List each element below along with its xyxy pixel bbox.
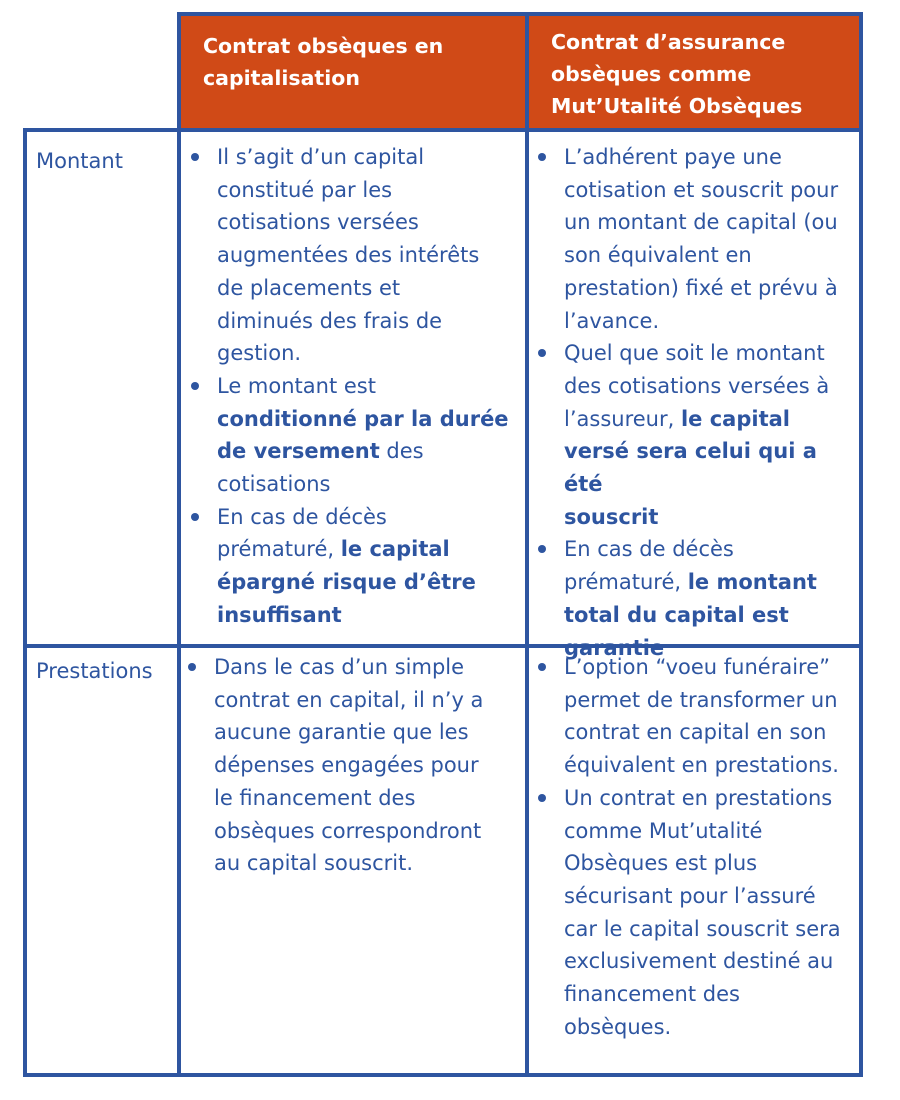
list-item: Un contrat en prestations comme Mut’utalité Obsèques est plus sécurisant pour l’assuré car le capital souscrit sera exclusivement destiné au financement des obsèques. <box>532 782 862 1044</box>
bullet-icon <box>191 153 199 161</box>
bullet-icon <box>538 794 546 802</box>
header-col2-title <box>551 26 802 122</box>
row-montant-label-cell <box>23 128 181 648</box>
header-col1 <box>177 12 529 132</box>
header-col2-line: Mut’Utalité Obsèques <box>551 94 803 118</box>
bullet-icon <box>188 663 196 671</box>
list-item: En cas de décès prématuré, le capital épargné risque d’être insuffisant <box>185 501 525 632</box>
prestations-col2-list <box>532 651 862 1043</box>
bullet-icon <box>538 663 546 671</box>
bullet-icon <box>538 349 546 357</box>
bullet-icon <box>191 382 199 390</box>
montant-col1-list <box>185 141 525 632</box>
bullet-icon <box>538 153 546 161</box>
bullet-icon <box>191 513 199 521</box>
list-item: Dans le cas d’un simple contrat en capital, il n’y a aucune garantie que les dépenses engagées pour le financement des obsèques correspondront au capital souscrit. <box>182 651 525 880</box>
header-col1-line: Contrat obsèques en <box>203 34 444 58</box>
header-col2-line: obsèques comme <box>551 62 752 86</box>
row-label-prestations: Prestations <box>36 659 153 683</box>
list-item: L’option “voeu funéraire” permet de transformer un contrat en capital en son équivalent en prestations. <box>532 651 862 782</box>
bullet-icon <box>538 545 546 553</box>
row-prestations-label-cell <box>23 644 181 1077</box>
header-col1-title <box>203 30 443 94</box>
montant-col2-list <box>532 141 862 664</box>
prestations-col1-list <box>182 651 525 880</box>
list-item: L’adhérent paye une cotisation et souscrit pour un montant de capital (ou son équivalent en prestation) fixé et prévu à l’avance. <box>532 141 862 337</box>
header-col2-line: Contrat d’assurance <box>551 30 786 54</box>
list-item: En cas de décès prématuré, le montant total du capital est garantie <box>532 533 862 664</box>
header-col2 <box>525 12 863 132</box>
list-item: Quel que soit le montant des cotisations versées à l’assureur, le capital versé sera celui qui a été souscrit <box>532 337 862 533</box>
row-label-montant: Montant <box>36 149 123 173</box>
header-col1-line: capitalisation <box>203 66 360 90</box>
list-item: Le montant est conditionné par la durée de versement des cotisations <box>185 370 525 501</box>
list-item: Il s’agit d’un capital constitué par les cotisations versées augmentées des intérêts de placements et diminués des frais de gestion. <box>185 141 525 370</box>
